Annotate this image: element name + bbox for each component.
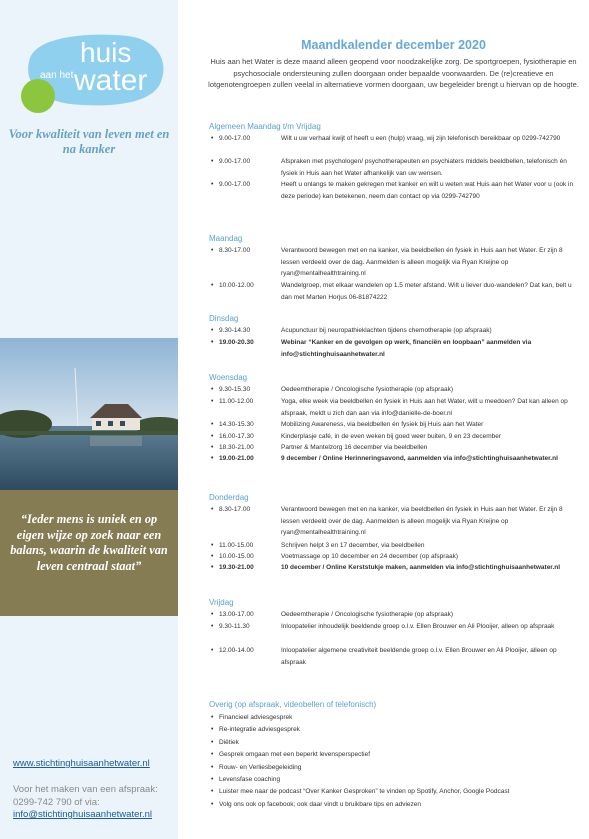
schedule-row <box>209 156 579 179</box>
tagline: Voor kwaliteit van leven met en na kanker <box>8 127 170 156</box>
section-heading: Vrijdag <box>209 598 234 607</box>
bullet-icon: • <box>211 444 214 451</box>
huis-aan-het-water-logo <box>10 28 168 128</box>
schedule-row <box>209 540 579 551</box>
bullet-icon: • <box>211 738 214 746</box>
schedule-row <box>209 419 579 431</box>
website-link[interactable]: www.stichtinghuisaanhetwater.nl <box>13 758 150 769</box>
schedule-row <box>209 609 579 621</box>
row-time: 13.00-17.00 <box>219 611 254 618</box>
list-item-text: Luister mee naar de podcast “Over Kanker Gesproken” te vinden op Spotify, Anchor, Google Podcast <box>219 788 510 796</box>
schedule-row <box>209 179 579 214</box>
row-text: Inloopatelier inhoudelijk beeldende groep o.l.v. Ellen Brouwer en Ali Plooijer, alleen op afspraak <box>281 623 555 630</box>
row-time: 11.00-15.00 <box>219 542 254 549</box>
bullet-icon: • <box>211 714 214 721</box>
schedule-row <box>209 431 579 442</box>
row-text: Oedeemtherapie / Oncologische fysiotherapie (op afspraak) <box>281 386 453 393</box>
section-donderdag <box>209 492 579 585</box>
list-item-text: Financieel adviesgesprek <box>219 714 293 721</box>
bullet-icon: • <box>211 776 214 784</box>
bullet-icon: • <box>211 433 214 440</box>
bullet-icon: • <box>211 800 214 808</box>
row-time: 16.00-17.30 <box>219 433 254 440</box>
section-heading: Maandag <box>209 234 243 243</box>
row-time: 11.00-12.00 <box>219 398 254 405</box>
bullet-icon: • <box>211 455 214 462</box>
email-link[interactable]: info@stichtinghuisaanhetwater.nl <box>13 809 153 820</box>
row-text: Yoga, elke week via beeldbellen én fysiek in Huis aan het Water, wilt u meedoen? Dat kan alleen op afspraak, meldt u zich dan aan via info@danielle-de-boer.nl <box>281 398 568 417</box>
row-text: Voetmassage op 10 december en 24 december (op afspraak) <box>281 553 459 560</box>
list-item <box>209 737 579 749</box>
row-text: 9 december / Online Herinneringsavond, aanmelden via info@stichtinghuisaanhetwater.nl <box>281 455 558 462</box>
row-text: Verantwoord bewegen met en na kanker, via beeldbellen én fysiek in Huis aan het Water. Er zijn 8 lessen verdeeld over de dag. Aanmelden is alleen mogelijk via Ryan Kreijne op ryan@mentalhealthtraining.nl <box>281 506 563 536</box>
bullet-icon: • <box>211 181 214 188</box>
bullet-icon: • <box>211 386 214 393</box>
bullet-icon: • <box>211 611 214 618</box>
appointment-text: Voor het maken van een afspraak: 0299-742 790 of via: <box>13 784 158 808</box>
bullet-icon: • <box>211 542 214 549</box>
row-time: 9.00-17.00 <box>219 158 251 165</box>
bullet-icon: • <box>211 751 214 759</box>
schedule-row <box>209 396 579 419</box>
row-text: Afspraken met psychologen/ psychotherapeuten en psychiaters middels beeldbellen, telefonisch én fysiek in Huis aan het Water afhankelijk van uw wensen. <box>281 158 567 177</box>
schedule-row <box>209 280 579 303</box>
bullet-icon: • <box>211 135 214 142</box>
bullet-icon: • <box>211 647 214 654</box>
list-item-text: Levensfase coaching <box>219 776 281 784</box>
section-woensdag <box>209 372 579 476</box>
section-heading: Overig (op afspraak, videobellen of telefonisch) <box>209 700 377 709</box>
bullet-icon: • <box>211 421 214 428</box>
quote-text: “Ieder mens is uniek en op eigen wijze op zoek naar een balans, waarin de kwaliteit van leven centraal staat” <box>10 512 168 573</box>
schedule-row <box>209 133 579 156</box>
schedule-row <box>209 442 579 453</box>
section-heading: Donderdag <box>209 493 249 502</box>
row-time: 9.30-15.30 <box>219 386 251 393</box>
logo-word-water: water <box>74 64 148 97</box>
row-text: Mobilizing Awareness, via beeldbellen én fysiek bij Huis aan het Water <box>281 421 484 428</box>
row-time: 12.00-14.00 <box>219 647 254 654</box>
list-item-text: Re-integratie adviesgesprek <box>219 726 300 734</box>
section-maandag <box>209 233 579 303</box>
schedule-row <box>209 325 579 337</box>
row-time: 9.00-17.00 <box>219 135 251 142</box>
list-item <box>209 774 579 786</box>
row-text: Schrijven helpt 3 en 17 december, via beeldbellen <box>281 542 425 549</box>
sidebar <box>0 0 178 839</box>
schedule-row <box>209 645 579 668</box>
row-time: 9.30-11.30 <box>219 623 250 630</box>
list-item-text: Volg ons ook op facebook; ook daar vindt u bruikbare tips en adviezen <box>219 800 421 808</box>
row-time: 8.30-17.00 <box>219 506 251 513</box>
row-text: Webinar “Kanker en de gevolgen op werk, financiën en loopbaan” aanmelden via info@stichtinghuisaanhetwater.nl <box>281 339 532 358</box>
bullet-icon: • <box>211 788 214 796</box>
list-item <box>209 786 579 798</box>
section-algemeen <box>209 121 579 214</box>
row-text: Acupunctuur bij neuropathieklachten tijdens chemotherapie (op afspraak) <box>281 327 492 334</box>
row-time: 10.00-12.00 <box>219 282 254 289</box>
bullet-icon: • <box>211 506 214 513</box>
row-time: 19.00-21.00 <box>219 455 254 462</box>
logo-word-huis: huis <box>80 37 132 68</box>
section-heading: Dinsdag <box>209 314 239 323</box>
list-item-text: Gesprek omgaan met een beperkt levensperspectief <box>219 751 371 759</box>
bullet-icon: • <box>211 726 214 734</box>
bullet-icon: • <box>211 158 214 165</box>
bullet-icon: • <box>211 553 214 560</box>
bullet-icon: • <box>211 564 214 571</box>
section-dinsdag <box>209 313 579 360</box>
schedule-row <box>209 245 579 280</box>
schedule-row <box>209 562 579 585</box>
row-time: 9.00-17.00 <box>219 181 251 188</box>
row-text: Oedeemtherapie / Oncologische fysiotherapie (op afspraak) <box>281 611 453 618</box>
bullet-icon: • <box>211 327 214 334</box>
schedule-row <box>209 621 579 645</box>
bullet-icon: • <box>211 247 214 254</box>
list-item-text: Diëtiek <box>219 738 239 746</box>
list-item <box>209 724 579 736</box>
logo-word-aan-het: aan het <box>40 70 74 81</box>
section-vrijdag <box>209 597 579 668</box>
section-heading: Algemeen Maandag t/m Vrijdag <box>209 122 321 131</box>
section-heading: Woensdag <box>209 373 248 382</box>
row-time: 9.30-14.30 <box>219 327 251 334</box>
row-time: 19.30-21.00 <box>219 564 254 571</box>
row-text: Wilt u uw verhaal kwijt of heeft u een (hulp) vraag, wij zijn telefonisch bereikbaar op 0299-742790 <box>281 135 561 142</box>
bullet-icon: • <box>211 339 214 346</box>
row-time: 8.30-17.00 <box>219 247 251 254</box>
row-time: 14.30-15.30 <box>219 421 254 428</box>
quote-box <box>0 490 178 616</box>
list-item <box>209 762 579 774</box>
list-item <box>209 712 579 724</box>
bullet-icon: • <box>211 398 214 405</box>
bullet-icon: • <box>211 763 214 771</box>
list-item <box>209 749 579 761</box>
row-time: 19.00-20.30 <box>219 339 254 346</box>
schedule-row <box>209 551 579 562</box>
list-item <box>209 799 579 811</box>
row-text: 10 december / Online Kerststukje maken, aanmelden via info@stichtinghuisaanhetwater.nl <box>281 564 561 571</box>
schedule-row <box>209 384 579 396</box>
row-text: Heeft u onlangs te maken gekregen met kanker en wilt u weten wat Huis aan het Water voor u (ook in deze periode) kan betekenen, neem dan contact op via 0299-742790 <box>281 181 574 200</box>
page-title: Maandkalender december 2020 <box>301 38 486 52</box>
schedule-row <box>209 453 579 476</box>
bullet-icon: • <box>211 282 214 289</box>
row-text: Verantwoord bewegen met en na kanker, via beeldbellen én fysiek in Huis aan het Water. Er zijn 8 lessen verdeeld over de dag. Aanmelden is alleen mogelijk via Ryan Kreijne op ryan@mentalhealthtraining.nl <box>281 247 563 277</box>
row-time: 10.00-15.00 <box>219 553 254 560</box>
row-text: Wandelgroep, met elkaar wandelen op 1.5 meter afstand. Wilt u liever duo-wandelen? Dat kan, belt u dan met Marten Horjus 06-81874222 <box>281 282 572 301</box>
schedule-row <box>209 504 579 540</box>
row-time: 18.30-21.00 <box>219 444 254 451</box>
house-by-water-photo <box>0 338 178 490</box>
section-overig <box>209 699 579 811</box>
bullet-icon: • <box>211 623 214 630</box>
intro-text: Huis aan het Water is deze maand alleen geopend voor noodzakelijke zorg. De sportgroepen, fysiotherapie en psychosociale ondersteuning zullen doorgaan onder bepaalde voorwaarden. De (re)creatieve en lotgenotengroepen zullen veelal in alternatieve vormen doorgaan, uw begeleider brengt u hiervan op de hoogte. <box>208 57 579 89</box>
row-text: Inloopatelier algemene creativiteit beeldende groep o.l.v. Ellen Brouwer en Ali Plooijer, alleen op afspraak <box>281 647 557 666</box>
list-item-text: Rouw- en Verliesbegeleiding <box>219 763 302 771</box>
row-text: Partner & Mantelzorg 16 december via beeldbellen <box>281 444 428 451</box>
row-text: Kinderplasje café, in de even weken bij goed weer buiten, 9 en 23 december <box>281 433 502 440</box>
schedule-row <box>209 337 579 360</box>
